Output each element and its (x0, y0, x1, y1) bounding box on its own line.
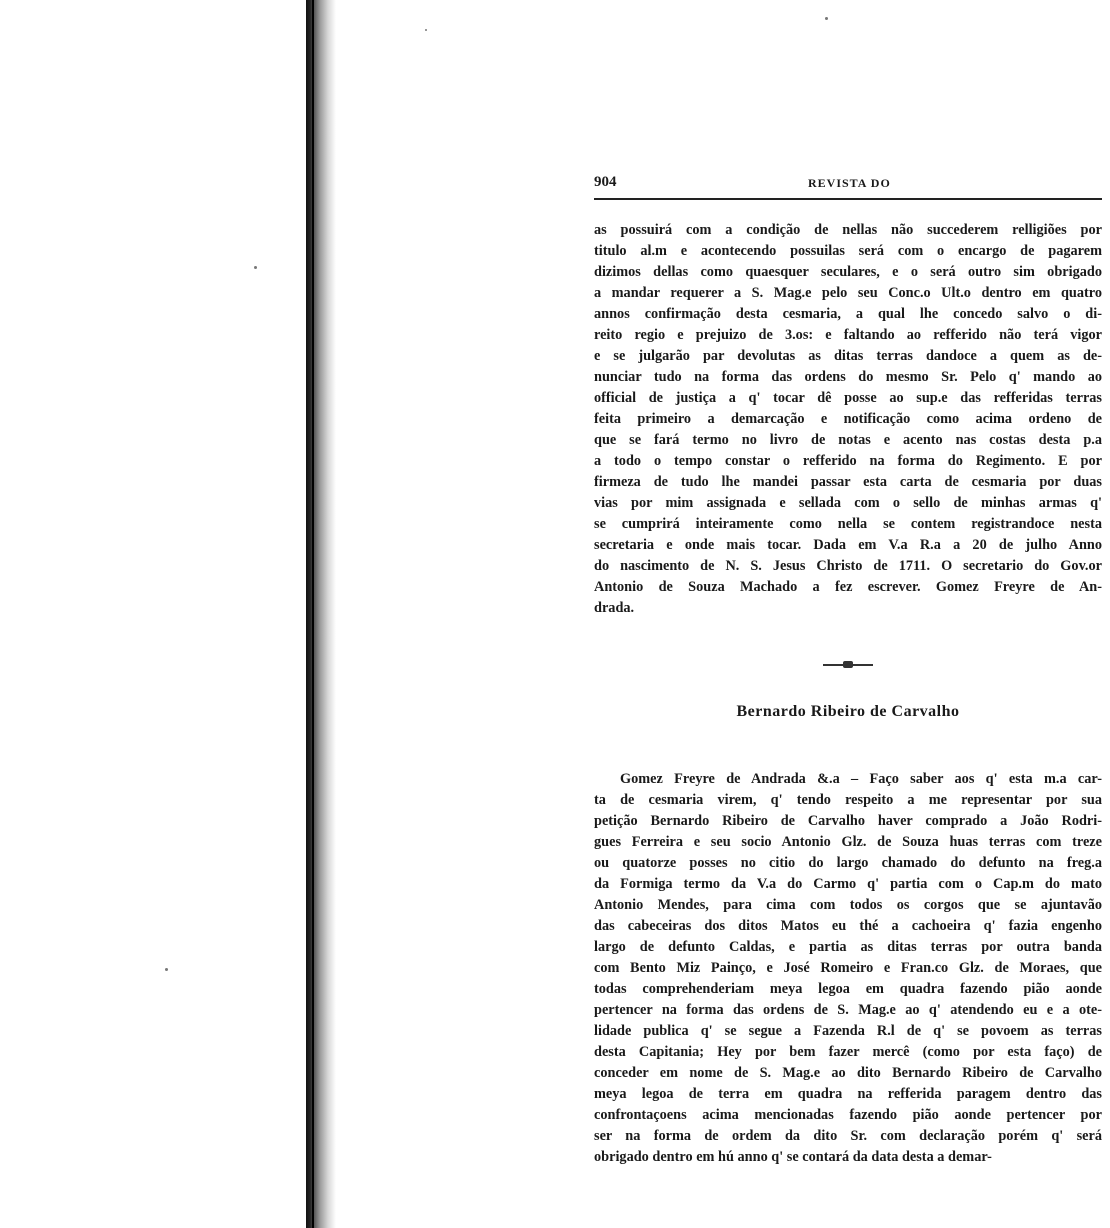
text-line: gues Ferreira e seu socio Antonio Glz. de Souza huas terras com treze (594, 834, 1102, 850)
text-line: ou quatorze posses no citio do largo chamado do defunto na freg.a (594, 855, 1102, 871)
text-line: firmeza de tudo lhe mandei passar esta carta de cesmaria por duas (594, 474, 1102, 490)
text-line: meya legoa de terra em quadra na refferida paragem dentro das (594, 1086, 1102, 1102)
text-line: dizimos dellas como quaesquer seculares, e o será outro sim obrigado (594, 264, 1102, 280)
text-line: se cumprirá inteiramente como nella se contem registrandoce nesta (594, 516, 1102, 532)
book-page (594, 174, 1102, 1168)
text-line: Antonio de Souza Machado a fez escrever. Gomez Freyre de An- (594, 579, 1102, 595)
text-line: reito regio e prejuizo de 3.os: e faltando ao refferido não terá vigor (594, 327, 1102, 343)
text-line: da Formiga termo da V.a do Carmo q' partia com o Cap.m do mato (594, 876, 1102, 892)
paragraph-bernardo-grant (594, 769, 1102, 1168)
section-title: Bernardo Ribeiro de Carvalho (736, 703, 960, 720)
text-line: obrigado dentro em hú anno q' se contará da data desta a demar- (594, 1149, 992, 1165)
page-number: 904 (594, 174, 617, 190)
text-line: drada. (594, 600, 635, 616)
text-line: feita primeiro a demarcação e notificação como acima ordeno de (594, 411, 1102, 427)
text-line: ta de cesmaria virem, q' tendo respeito a me representar por sua (594, 792, 1102, 808)
text-line: a mandar requerer a S. Mag.e pelo seu Conc.o Ult.o dentro em quatro (594, 285, 1102, 301)
book-spine-line (312, 0, 314, 1228)
text-line: largo de defunto Caldas, e partia as ditas terras por outra banda (594, 939, 1102, 955)
text-line: confrontaçoens acima mencionadas fazendo pião aonde pertencer por (594, 1107, 1102, 1123)
section-divider-ornament (823, 659, 873, 669)
text-line: annos confirmação desta cesmaria, a qual lhe concedo salvo o di- (594, 306, 1102, 322)
text-line: titulo al.m e acontecendo possuilas será com o encargo de pagarem (594, 243, 1102, 259)
text-line: pertencer na forma das ordens de S. Mag.e ao q' atendendo eu e a ote- (594, 1002, 1102, 1018)
paper-speck (254, 266, 257, 269)
text-line: nunciar tudo na forma das ordens do mesmo Sr. Pelo q' mando ao (594, 369, 1102, 385)
text-line: das cabeceiras dos ditos Matos eu thé a cachoeira q' fazia engenho (594, 918, 1102, 934)
text-line: petição Bernardo Ribeiro de Carvalho haver comprado a João Rodri- (594, 813, 1102, 829)
text-line: official de justiça a q' tocar dê posse ao sup.e das refferidas terras (594, 390, 1102, 406)
text-line: com Bento Miz Painço, e José Romeiro e Fran.co Glz. de Moraes, que (594, 960, 1102, 976)
header-rule (594, 198, 1102, 200)
text-line: desta Capitania; Hey por bem fazer mercê (como por esta faço) de (594, 1044, 1102, 1060)
text-line: que se fará termo no livro de notas e acento nas costas desta p.a (594, 432, 1102, 448)
book-gutter-shadow (306, 0, 336, 1228)
paper-speck (825, 17, 828, 20)
text-line: Gomez Freyre de Andrada &.a – Faço saber aos q' esta m.a car- (620, 771, 1102, 787)
paragraph-grant-text (594, 220, 1102, 619)
running-head (594, 174, 1102, 196)
paper-speck (425, 29, 427, 31)
text-line: Antonio Mendes, para cima com todos os corgos que se ajuntavão (594, 897, 1102, 913)
text-line: a todo o tempo constar o refferido na forma do Regimento. E por (594, 453, 1102, 469)
text-line: vias por mim assignada e sellada com o sello de minhas armas q' (594, 495, 1102, 511)
text-line: do nascimento de N. S. Jesus Christo de 1711. O secretario do Gov.or (594, 558, 1102, 574)
text-line: e se julgarão par devolutas as ditas terras dandoce a quem as de- (594, 348, 1102, 364)
paper-speck (165, 968, 168, 971)
text-line: secretaria e onde mais tocar. Dada em V.a R.a a 20 de julho Anno (594, 537, 1102, 553)
text-line: lidade publica q' se segue a Fazenda R.l de q' se povoem as terras (594, 1023, 1102, 1039)
text-line: as possuirá com a condição de nellas não succederem relligiões por (594, 222, 1102, 238)
text-line: ser na forma de ordem da dito Sr. com declaração porém q' será (594, 1128, 1102, 1144)
text-line: conceder em nome de S. Mag.e ao dito Bernardo Ribeiro de Carvalho (594, 1065, 1102, 1081)
text-line: todas comprehenderiam meya legoa em quadra fazendo pião aonde (594, 981, 1102, 997)
running-head-title: REVISTA DO (808, 176, 891, 190)
